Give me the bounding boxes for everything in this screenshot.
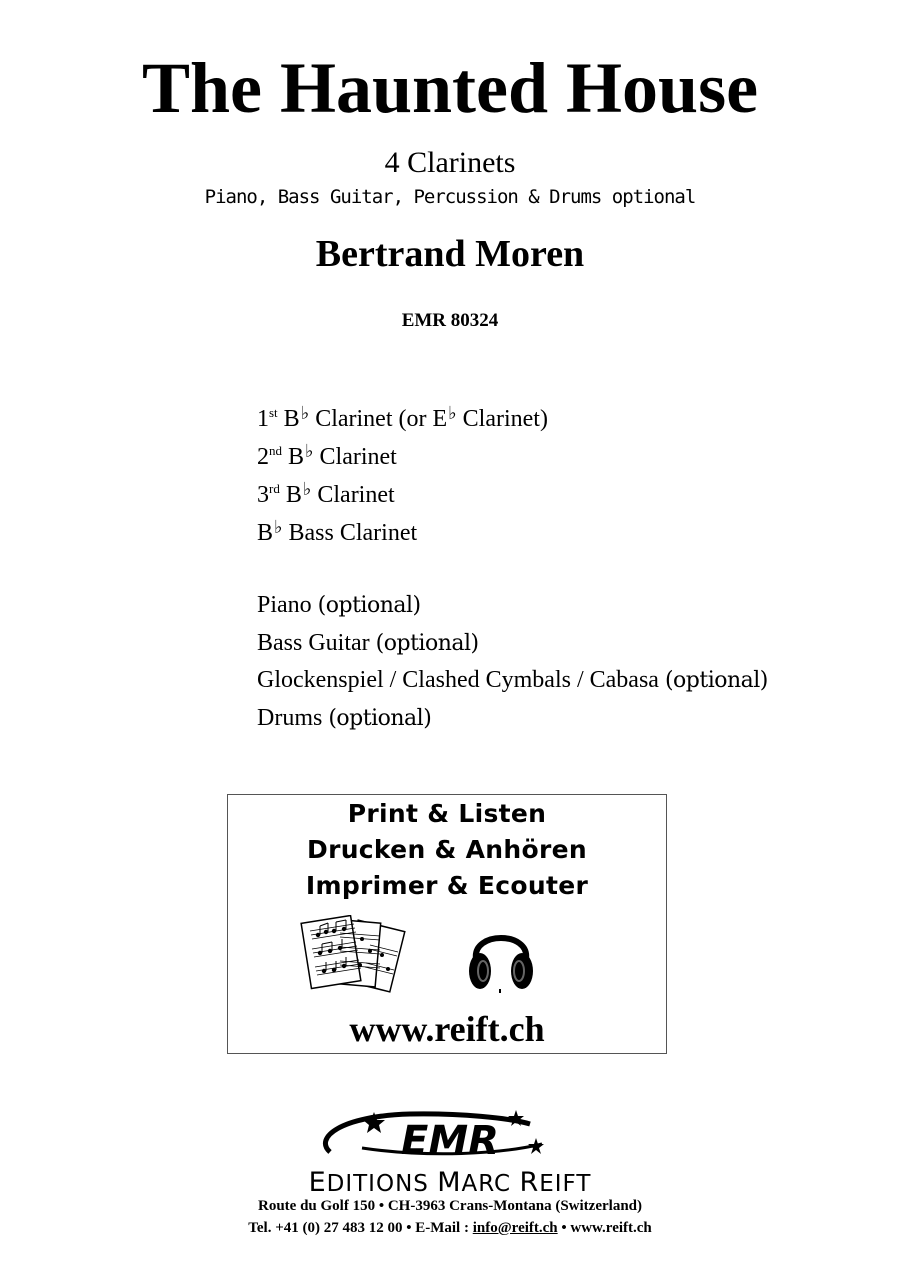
title: The Haunted House [141,48,759,128]
publisher-address: Route du Golf 150 • CH-3963 Crans-Montana (Switzerland) [258,1198,642,1214]
promo-line-fr: Imprimer & Ecouter [305,871,589,900]
optional-part [257,663,768,701]
ordinal-suffix: rd [269,481,280,496]
part-2 [257,434,548,472]
part-name: Clarinet [311,482,395,508]
promo-url[interactable]: www.reift.ch [349,1009,545,1049]
part-name: Clarinet [313,444,397,470]
parts-list [257,396,548,548]
part-name: Drums [257,704,329,731]
print-listen-box [227,794,667,1054]
key: B [257,520,274,546]
optional-parts-list [257,588,768,738]
part-name: Clarinet (or E [309,406,448,432]
part-name: Clarinet) [456,406,548,432]
flat-sign: ♭ [300,403,310,423]
part-1 [257,396,548,434]
part-name: Bass Guitar [257,629,376,656]
catalog-number: EMR 80324 [401,310,499,331]
optional-note: (optional) [375,630,479,656]
ordinal: 2 [257,444,269,470]
composer: Bertrand Moren [315,233,585,275]
optional-part [257,588,768,626]
promo-line-en: Print & Listen [347,799,547,828]
website-text[interactable]: • www.reift.ch [557,1220,652,1236]
flat-sign: ♭ [305,441,314,461]
key: B [285,482,302,508]
publisher-word: DITIONS [326,1171,438,1197]
phone-text: Tel. +41 (0) 27 483 12 00 • E-Mail : [248,1220,473,1236]
publisher-word: ARC [461,1171,520,1197]
optional-part [257,701,768,739]
flat-sign: ♭ [274,517,283,537]
email-link[interactable]: info@reift.ch [472,1220,558,1236]
publisher-contact [0,1218,900,1238]
flat-sign: ♭ [302,479,312,499]
ordinal-suffix: st [269,405,278,420]
subtitle: 4 Clarinets [384,146,516,179]
optional-note: (optional) [664,668,768,693]
optional-note: (optional) [317,593,421,618]
part-name: Bass Clarinet [282,520,418,546]
part-3 [257,472,548,510]
key: B [283,406,300,432]
publisher-initial: M [437,1167,462,1198]
part-4 [257,510,548,548]
emr-logo [310,1108,590,1168]
logo-text: EMR [401,1118,499,1164]
optional-part [257,626,768,664]
ordinal: 1 [257,406,269,432]
optional-note: (optional) [328,705,432,731]
headphones-icon [466,919,536,995]
part-name: Glockenspiel / Clashed Cymbals / Cabasa [257,667,665,693]
optional-instruments: Piano, Bass Guitar, Percussion & Drums optional [204,186,696,208]
publisher-name [0,1167,900,1198]
part-name: Piano [257,592,318,618]
publisher-word: EIFT [539,1171,592,1197]
promo-line-de: Drucken & Anhören [307,835,587,864]
sheet-music-icon [300,915,412,997]
ordinal-suffix: nd [269,443,282,458]
publisher-initial: R [519,1167,540,1198]
ordinal: 3 [257,482,269,508]
publisher-initial: E [308,1167,327,1198]
key: B [288,444,305,470]
flat-sign: ♭ [448,403,457,423]
